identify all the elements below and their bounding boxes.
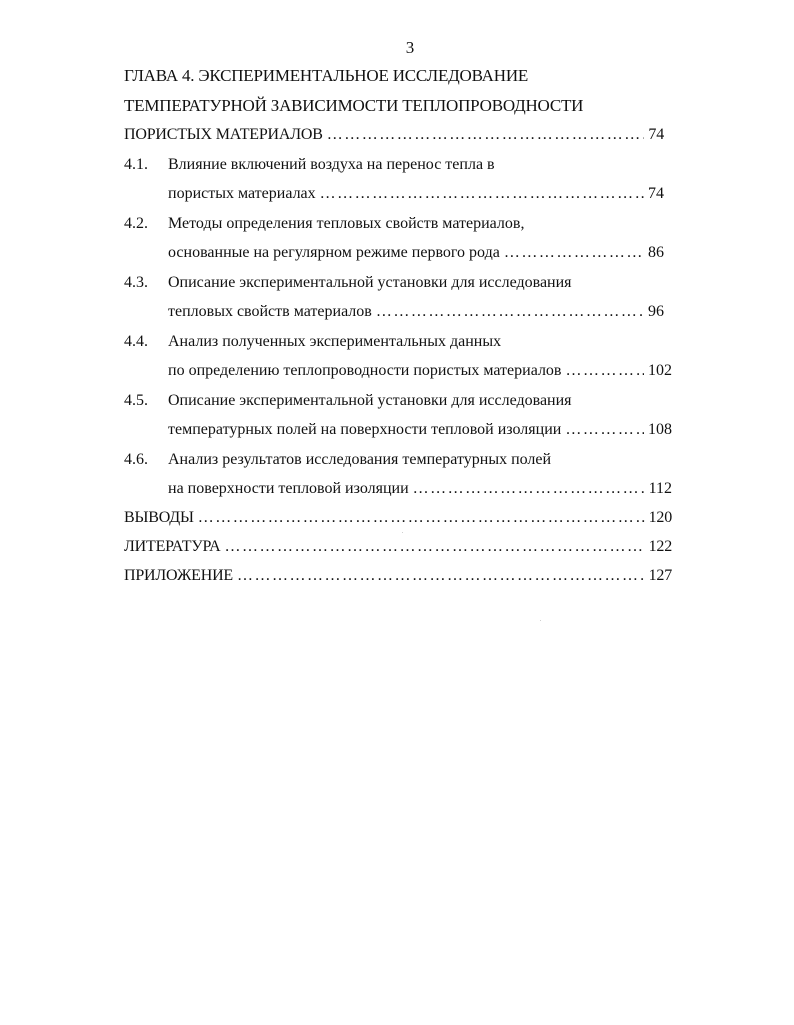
dot-leader [198,508,645,528]
scan-speck [402,532,403,533]
dot-leader [565,420,644,440]
back-matter-title: ПРИЛОЖЕНИЕ [124,567,234,584]
dot-leader [376,302,644,322]
dot-leader [224,537,644,557]
section-title-line-2: на поверхности тепловой изоляции [168,480,409,497]
dot-leader [565,361,644,381]
section-page: 108 [648,421,672,438]
chapter-title-line-1: ГЛАВА 4. ЭКСПЕРИМЕНТАЛЬНОЕ ИССЛЕДОВАНИЕ [124,66,529,85]
section-title-line-1: Влияние включений воздуха на перенос тепла в [168,156,495,173]
section-page: 102 [648,362,672,379]
back-matter-page: 127 [648,567,672,584]
section-title-line-1: Анализ полученных экспериментальных данных [168,333,502,350]
chapter-title-text: ПОРИСТЫХ МАТЕРИАЛОВ [124,126,323,143]
toc-entry-4-1 [168,184,664,204]
back-matter-title: ЛИТЕРАТУРА [124,538,221,555]
section-number: 4.2. [124,215,148,232]
section-number: 4.5. [124,392,148,409]
toc-entry-4-4 [168,361,672,381]
dot-leader [413,479,645,499]
chapter-title-line-2: ТЕМПЕРАТУРНОЙ ЗАВИСИМОСТИ ТЕПЛОПРОВОДНОСТИ [124,96,584,115]
section-number: 4.3. [124,274,148,291]
section-page: 74 [648,185,664,202]
back-matter-title: ВЫВОДЫ [124,509,194,526]
chapter-title-line-3 [124,125,664,145]
section-number: 4.1. [124,156,148,173]
section-number: 4.6. [124,451,148,468]
section-title-line-1: Анализ результатов исследования температурных полей [168,451,552,468]
toc-entry-conclusions [124,508,672,528]
toc-entry-4-5 [168,420,672,440]
toc-entry-appendix [124,566,672,586]
page-number: 3 [405,38,415,57]
section-page: 96 [648,303,664,320]
section-number: 4.4. [124,333,148,350]
chapter-page: 74 [648,126,664,143]
dot-leader [237,566,645,586]
toc-entry-references [124,537,672,557]
back-matter-page: 120 [648,509,672,526]
section-title-line-2: тепловых свойств материалов [168,303,372,320]
section-title-line-2: основанные на регулярном режиме первого рода [168,244,500,261]
section-title-line-1: Описание экспериментальной установки для исследования [168,392,572,409]
dot-leader [320,184,644,204]
section-title-line-1: Методы определения тепловых свойств материалов, [168,215,525,232]
toc-entry-4-3 [168,302,664,322]
section-page: 86 [648,244,664,261]
toc-entry-4-6 [168,479,672,499]
section-page: 112 [648,480,672,497]
back-matter-page: 122 [648,538,672,555]
scan-speck [540,620,541,621]
section-title-line-2: пористых материалах [168,185,316,202]
toc-entry-4-2 [168,243,664,263]
section-title-line-1: Описание экспериментальной установки для исследования [168,274,572,291]
dot-leader [327,125,645,145]
section-title-line-2: по определению теплопроводности пористых материалов [168,362,562,379]
dot-leader [504,243,644,263]
section-title-line-2: температурных полей на поверхности тепловой изоляции [168,421,562,438]
